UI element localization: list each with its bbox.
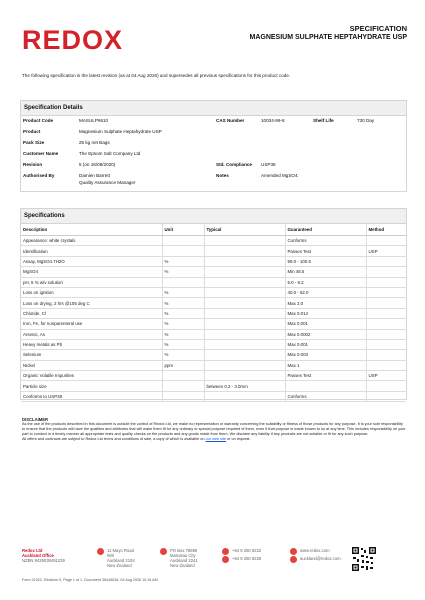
cell-description: Nickel bbox=[21, 360, 162, 370]
table-row bbox=[21, 298, 406, 308]
cell-guaranteed: Passes Test bbox=[285, 246, 366, 256]
product-code-value: MASULP9610 bbox=[79, 118, 109, 123]
footer-company: Redox Ltd bbox=[22, 548, 43, 553]
cell-description: Loss on ignition bbox=[21, 287, 162, 297]
cell-method bbox=[366, 277, 406, 287]
cell-guaranteed: Max 2.0 bbox=[285, 298, 366, 308]
cell-guaranteed: Conforms bbox=[285, 236, 366, 246]
table-row bbox=[21, 236, 406, 246]
terms-paragraph bbox=[22, 437, 407, 442]
cell-method bbox=[366, 267, 406, 277]
table-row bbox=[21, 267, 406, 277]
table-header-row bbox=[21, 224, 406, 236]
cell-method: USP bbox=[366, 371, 406, 381]
cell-method bbox=[366, 350, 406, 360]
cell-unit bbox=[162, 277, 204, 287]
cell-unit: % bbox=[162, 319, 204, 329]
cell-description: Particle size bbox=[21, 381, 162, 391]
cell-description: pH, 5 % w/v solution bbox=[21, 277, 162, 287]
cell-description: Arsenic, As bbox=[21, 329, 162, 339]
table-row bbox=[21, 246, 406, 256]
cell-typical bbox=[204, 256, 285, 266]
cell-description: MgSO4 bbox=[21, 267, 162, 277]
globe-icon bbox=[290, 548, 297, 555]
specifications-table bbox=[21, 224, 406, 402]
cell-typical bbox=[204, 360, 285, 370]
pack-size-value: 25 kg net Bags bbox=[79, 140, 110, 145]
qr-code-icon bbox=[352, 547, 376, 571]
cell-unit: ppm bbox=[162, 360, 204, 370]
customer-label: Customer Name bbox=[23, 151, 59, 156]
footer-office: Auckland Office bbox=[22, 553, 54, 558]
details-title: Specification Details bbox=[21, 101, 406, 116]
cell-typical bbox=[204, 246, 285, 256]
cell-description: Identification bbox=[21, 246, 162, 256]
cell-unit: % bbox=[162, 308, 204, 318]
table-row bbox=[21, 256, 406, 266]
cell-typical bbox=[204, 298, 285, 308]
disclaimer-paragraph: As the use of the products described in this document is outside the control of Redox Ltd, we make no representation or warranty concerning the suitability or fitness of those products for any purpose. It is your sole responsibility to ensure that the products will have the qualities and attributes that will make them fit for any ordinary or special purpose required of them, even if that purpose is made known to us at any time. This includes responsibility on your part to conduct in a timely manner all appropriate tests and quality checks on the products and any goods made from them. We disclaim any liability if any products are not suitable or fit for any such purpose. bbox=[22, 422, 406, 436]
cell-unit: % bbox=[162, 267, 204, 277]
footer-po-line-3: Auckland 2241 bbox=[170, 558, 198, 563]
cell-description: Organic Volatile Impurities bbox=[21, 371, 162, 381]
cell-method bbox=[366, 298, 406, 308]
cell-unit bbox=[162, 236, 204, 246]
cell-unit: % bbox=[162, 339, 204, 349]
cell-guaranteed: Max 0.003 bbox=[285, 350, 366, 360]
table-row bbox=[21, 360, 406, 370]
cell-typical bbox=[204, 287, 285, 297]
svg-text:REDOX: REDOX bbox=[22, 26, 124, 52]
product-label: Product bbox=[23, 129, 41, 134]
cell-method bbox=[366, 339, 406, 349]
cell-guaranteed: Conforms bbox=[285, 391, 366, 401]
header-description: Description bbox=[21, 224, 162, 236]
footer-phone: +64 9 250 6222 bbox=[232, 548, 262, 553]
shelf-life-value: 730 Day bbox=[357, 118, 375, 123]
cell-typical bbox=[204, 350, 285, 360]
fax-icon bbox=[222, 556, 229, 563]
authorised-by-name: Damien Barrett bbox=[79, 173, 110, 178]
product-heading: MAGNESIUM SULPHATE HEPTAHYDRATE USP bbox=[249, 34, 407, 41]
mailbox-icon bbox=[160, 548, 167, 555]
form-revision-note: Form 21022, Revision 5, Page 1 of 1, Document 36445816, 04 Aug 2026 10:16 AM bbox=[22, 578, 158, 582]
footer-website[interactable]: www.redox.com bbox=[300, 548, 330, 553]
footer-po-line-1: PO Box 76886 bbox=[170, 548, 198, 553]
customer-value: The Epsom Salt Company Ltd bbox=[79, 151, 141, 156]
cell-typical bbox=[204, 277, 285, 287]
cell-method bbox=[366, 391, 406, 401]
footer-email[interactable]: auckland@redox.com bbox=[300, 556, 341, 561]
pack-size-label: Pack Size bbox=[23, 140, 45, 145]
cell-method bbox=[366, 308, 406, 318]
footer-address-line-3: Auckland 2104 bbox=[107, 558, 135, 563]
cell-unit bbox=[162, 246, 204, 256]
footer-address-line-4: New Zealand bbox=[107, 563, 132, 568]
compliance-value: USP38 bbox=[261, 162, 276, 167]
cell-typical bbox=[204, 329, 285, 339]
cell-method bbox=[366, 319, 406, 329]
cell-typical bbox=[204, 339, 285, 349]
cell-description: Heavy metals as Pb bbox=[21, 339, 162, 349]
cell-method bbox=[366, 256, 406, 266]
cell-unit: % bbox=[162, 256, 204, 266]
cell-guaranteed bbox=[285, 381, 366, 391]
table-row bbox=[21, 371, 406, 381]
cell-unit: % bbox=[162, 350, 204, 360]
intro-text: The following specification is the latest revision (as at 04 Aug 2026) and supersedes all previous specifications for this product code. bbox=[22, 73, 291, 78]
cell-description: Selenium bbox=[21, 350, 162, 360]
footer-fax: +64 9 250 6226 bbox=[232, 556, 262, 561]
table-row bbox=[21, 319, 406, 329]
cell-description: Assay, MgSO4.7H2O bbox=[21, 256, 162, 266]
cell-guaranteed: Passes Test bbox=[285, 371, 366, 381]
cell-guaranteed: Min 48.5 bbox=[285, 267, 366, 277]
location-pin-icon bbox=[97, 548, 104, 555]
cell-guaranteed: Max 0.0002 bbox=[285, 329, 366, 339]
specification-details-panel bbox=[20, 100, 407, 192]
cell-typical bbox=[204, 308, 285, 318]
website-link[interactable]: our web site bbox=[205, 437, 227, 441]
footer-address-line-1: 11 Mayo Road bbox=[107, 548, 134, 553]
cas-label: CAS Number bbox=[216, 118, 245, 123]
cell-guaranteed: Max 0.014 bbox=[285, 308, 366, 318]
cell-description: Loss on drying, 2 hrs @105 deg C bbox=[21, 298, 162, 308]
footer-po-line-2: Manukau City bbox=[170, 553, 196, 558]
table-row bbox=[21, 277, 406, 287]
terms-text-start: All offers and contracts are subject to Redox Ltd terms and conditions of sale, a copy of which is available on bbox=[22, 437, 206, 441]
cell-typical bbox=[204, 391, 285, 401]
cell-method bbox=[366, 329, 406, 339]
cell-unit: % bbox=[162, 298, 204, 308]
compliance-label: Std. Compliance bbox=[216, 162, 252, 167]
table-row bbox=[21, 287, 406, 297]
cell-guaranteed: Max 0.001 bbox=[285, 339, 366, 349]
disclaimer bbox=[22, 417, 407, 442]
cell-description: Appearance: white crystals bbox=[21, 236, 162, 246]
revision-value: 5 (on 16/09/2020) bbox=[79, 162, 116, 167]
cell-description: Chloride, Cl bbox=[21, 308, 162, 318]
redox-logo bbox=[22, 26, 152, 52]
cell-typical bbox=[204, 319, 285, 329]
table-row bbox=[21, 329, 406, 339]
cell-guaranteed: 40.0 - 52.0 bbox=[285, 287, 366, 297]
product-code-label: Product Code bbox=[23, 118, 54, 123]
cas-value: 10034-99-8 bbox=[261, 118, 285, 123]
cell-method bbox=[366, 236, 406, 246]
cell-unit bbox=[162, 391, 204, 401]
table-row bbox=[21, 391, 406, 401]
disclaimer-title: DISCLAIMER bbox=[22, 417, 49, 422]
footer-nzbn: NZBN 9429038491239 bbox=[22, 558, 65, 563]
cell-typical bbox=[204, 267, 285, 277]
table-row bbox=[21, 381, 406, 391]
cell-guaranteed: Max 0.001 bbox=[285, 319, 366, 329]
footer-po-line-4: New Zealand bbox=[170, 563, 195, 568]
table-body bbox=[21, 236, 406, 402]
cell-typical bbox=[204, 371, 285, 381]
table-row bbox=[21, 308, 406, 318]
cell-guaranteed: 5.0 - 9.2 bbox=[285, 277, 366, 287]
product-value: Magnesium Sulphate Heptahydrate USP bbox=[79, 129, 162, 134]
header-unit: Unit bbox=[162, 224, 204, 236]
header-typical: Typical bbox=[204, 224, 285, 236]
cell-guaranteed: 99.0 - 100.5 bbox=[285, 256, 366, 266]
phone-icon bbox=[222, 548, 229, 555]
cell-description: Conforms to USP38 bbox=[21, 391, 162, 401]
cell-method bbox=[366, 360, 406, 370]
cell-description: Iron, Fe, for nonparenteral use bbox=[21, 319, 162, 329]
footer-address-line-2: Wiri bbox=[107, 553, 115, 558]
cell-unit bbox=[162, 371, 204, 381]
cell-unit: % bbox=[162, 287, 204, 297]
header-guaranteed: Guaranteed bbox=[285, 224, 366, 236]
notes-value: Amended MgSO4. bbox=[261, 173, 299, 178]
cell-method bbox=[366, 287, 406, 297]
cell-method: USP bbox=[366, 246, 406, 256]
specifications-title: Specifications bbox=[21, 209, 406, 224]
terms-text-end: or on request. bbox=[226, 437, 251, 441]
header-method: Method bbox=[366, 224, 406, 236]
authorised-by-role: Quality Assurance Manager bbox=[79, 180, 136, 185]
shelf-life-label: Shelf Life bbox=[313, 118, 334, 123]
cell-typical: between 0.2 - 3.0mm bbox=[204, 381, 285, 391]
table-row bbox=[21, 339, 406, 349]
cell-unit bbox=[162, 381, 204, 391]
cell-guaranteed: Max 1 bbox=[285, 360, 366, 370]
document-type: SPECIFICATION bbox=[349, 24, 407, 33]
cell-typical bbox=[204, 236, 285, 246]
document-header bbox=[249, 24, 407, 42]
notes-label: Notes bbox=[216, 173, 229, 178]
table-row bbox=[21, 350, 406, 360]
authorised-by-label: Authorised By bbox=[23, 173, 55, 178]
cell-method bbox=[366, 381, 406, 391]
specifications-panel bbox=[20, 208, 407, 400]
cell-unit: % bbox=[162, 329, 204, 339]
email-icon bbox=[290, 556, 297, 563]
revision-label: Revision bbox=[23, 162, 43, 167]
